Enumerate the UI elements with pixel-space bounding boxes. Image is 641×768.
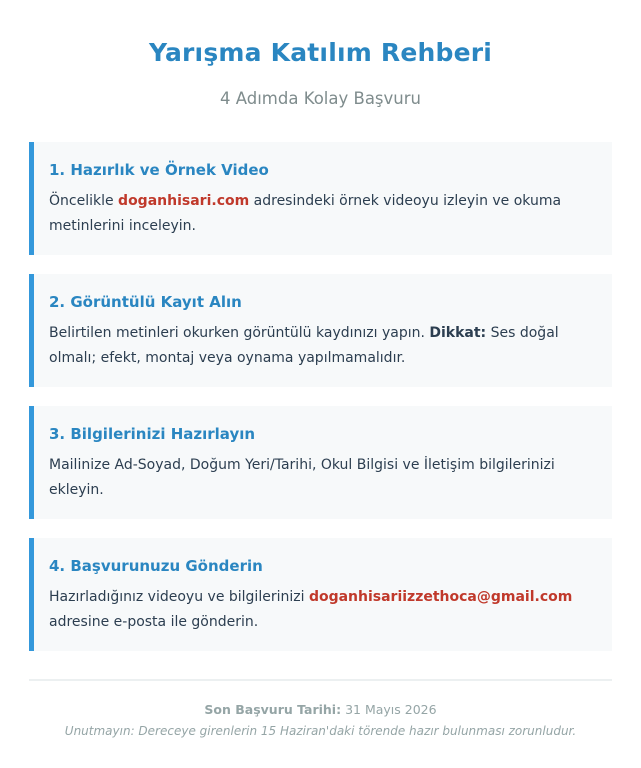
page-title: Yarışma Katılım Rehberi: [148, 38, 493, 67]
step-body: [49, 189, 598, 239]
step-body: Mailinize Ad-Soyad, Doğum Yeri/Tarihi, Okul Bilgisi ve İletişim bilgilerinizi ekleyin.: [49, 457, 555, 498]
step-text: Ses doğal olmalı; efekt, montaj veya oynama yapılmamalıdır.: [49, 325, 559, 366]
step-text: adresine e-posta ile gönderin.: [49, 614, 259, 630]
step-body: [49, 321, 598, 371]
step-text: adresindeki örnek videoyu izleyin ve okuma metinlerini inceleyin.: [49, 193, 562, 234]
email-link[interactable]: doganhisariizzethoca@gmail.com: [308, 589, 573, 605]
step-card-4: [29, 538, 612, 651]
step-card-3: [29, 406, 612, 519]
page-subtitle: 4 Adımda Kolay Başvuru: [220, 89, 421, 108]
step-title: 2. Görüntülü Kayıt Alın: [49, 293, 242, 311]
step-body: [49, 585, 598, 635]
website-link[interactable]: doganhisari.com: [118, 193, 250, 209]
footer-note: Unutmayın: Dereceye girenlerin 15 Haziran'daki törende hazır bulunması zorunludur.: [64, 724, 577, 738]
step-text: Hazırladığınız videoyu ve bilgilerinizi: [49, 589, 309, 605]
step-card-1: [29, 142, 612, 255]
step-text: Belirtilen metinleri okurken görüntülü kaydınızı yapın.: [49, 325, 430, 341]
warning-label: Dikkat:: [429, 325, 487, 341]
deadline-label: Son Başvuru Tarihi:: [204, 702, 342, 717]
step-text: Öncelikle: [49, 193, 119, 209]
steps-list: [29, 142, 612, 670]
footer-divider: [29, 679, 612, 681]
step-title: 3. Bilgilerinizi Hazırlayın: [49, 425, 256, 443]
step-title: 1. Hazırlık ve Örnek Video: [49, 161, 269, 179]
deadline-value: 31 Mayıs 2026: [341, 702, 437, 717]
step-card-2: [29, 274, 612, 387]
deadline-line: [0, 702, 641, 717]
step-title: 4. Başvurunuzu Gönderin: [49, 557, 263, 575]
